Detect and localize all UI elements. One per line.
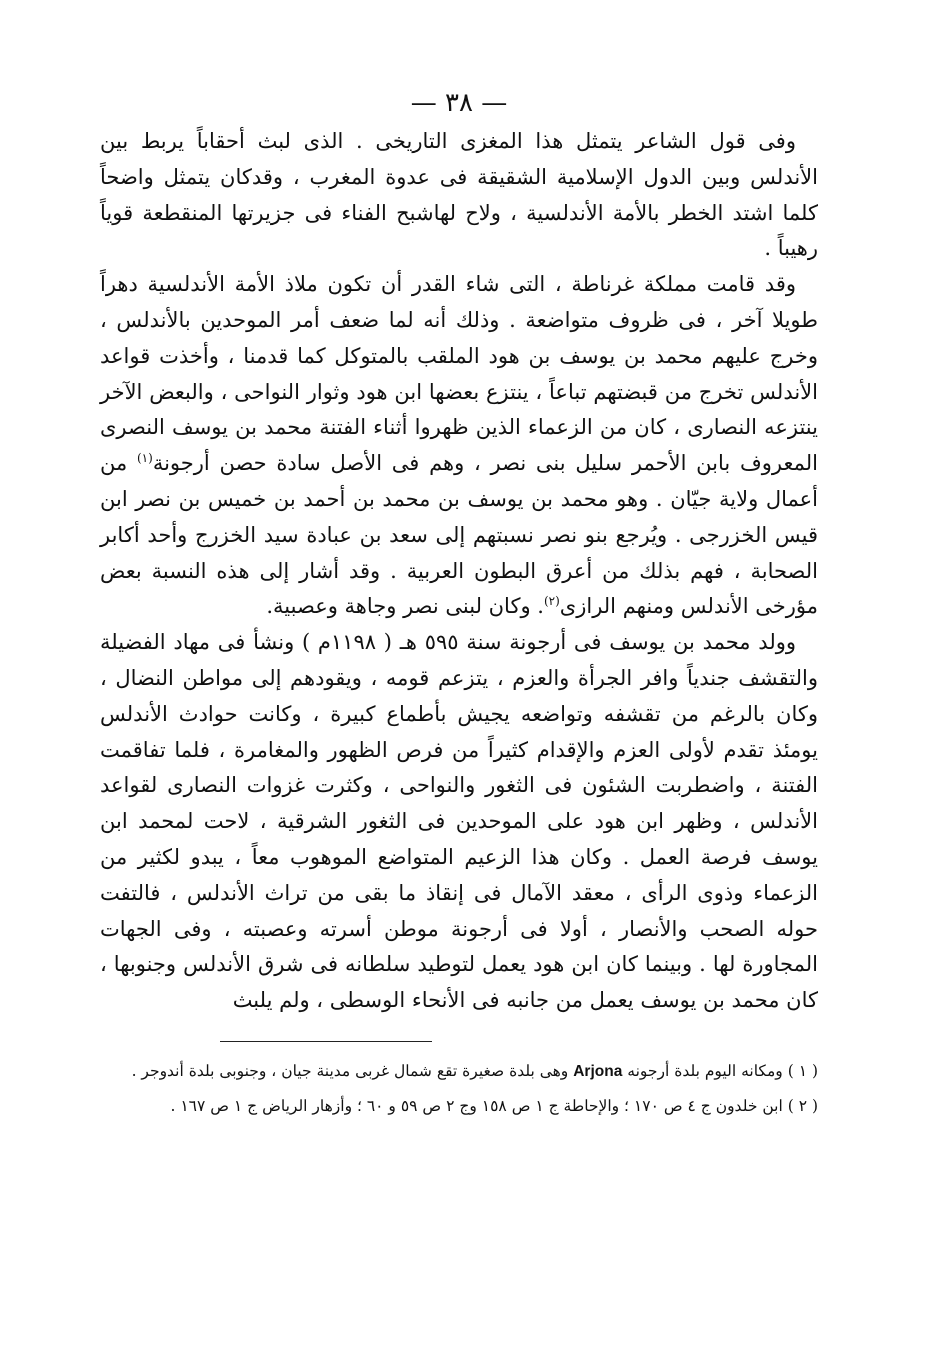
- paragraph-2: [100, 267, 818, 625]
- footnote-1-latin: Arjona: [573, 1062, 623, 1080]
- page-number: — ٣٨ —: [410, 88, 508, 118]
- paragraph-1: وفى قول الشاعر يتمثل هذا المغزى التاريخى . الذى لبث أحقاباً يربط بين الأندلس وبين الدول الإسلامية الشقيقة فى عدوة المغرب ، وقدكان يتمثل واضحاً كلما اشتد الخطر بالأمة الأندلسية ، ولاح لهاشبح الفناء فى جزيرتها المنقطعة قوياً رهيباً .: [100, 129, 818, 261]
- footnote-1: [100, 1056, 818, 1087]
- footnote-1-text-after: وهى بلدة صغيرة تقع شمال غربى مدينة جيان ، وجنوبى بلدة أندوجر .: [131, 1061, 569, 1080]
- paragraph-2-text: وقد قامت مملكة غرناطة ، التى شاء القدر أن تكون ملاذ الأمة الأندلسية دهراً طويلا آخر ، فى ظروف متواضعة . وذلك أنه لما ضعف أمر الموحدين بالأندلس ، وخرج عليهم محمد بن يوسف بن هود الملقب بالمتوكل كما قدمنا ، وأخذت قواعد الأندلس تخرج من قبضتهم تباعاً ، ينتزع بعضها ابن هود وثوار النواحى ، والبعض الآخر ينتزعه النصارى ، كان من الزعماء الذين ظهروا أثناء الفتنة محمد بن يوسف النصرى المعروف بابن الأحمر سليل بنى نصر ، وهم فى الأصل سادة حصن أرجونة: [100, 272, 818, 476]
- footnote-ref-2[interactable]: (٢): [543, 594, 560, 609]
- body-text: [100, 124, 818, 1019]
- footnote-1-marker: ( ١ ): [787, 1061, 818, 1080]
- footnote-2-text: ابن خلدون ج ٤ ص ١٧٠ ؛ والإحاطة ج ١ ص ١٥٨ وج ٢ ص ٥٩ و ٦٠ ؛ وأزهار الرياض ج ١ ص ١٦٧ .: [170, 1096, 783, 1115]
- footnote-divider: [220, 1041, 432, 1042]
- paragraph-2-end: . وكان لبنى نصر وجاهة وعصبية.: [266, 594, 544, 619]
- footnote-ref-1[interactable]: (١): [136, 451, 153, 466]
- footnote-1-text: ومكانه اليوم بلدة أرجونه: [627, 1061, 783, 1080]
- paragraph-3: وولد محمد بن يوسف فى أرجونة سنة ٥٩٥ هـ ( ١١٩٨م ) ونشأ فى مهاد الفضيلة والتقشف جندياً وافر الجرأة والعزم ، يتزعم قومه ، ويقودهم إلى مواطن النضال ، وكان بالرغم من تقشفه وتواضعه يجيش بأطماع كبيرة ، وكانت حوادث الأندلس يومئذ تقدم لأولى العزم والإقدام كثيراً من فرص الظهور والمغامرة ، فلما تفاقمت الفتنة ، واضطربت الشئون فى الثغور والنواحى ، وكثرت غزوات النصارى لقواعد الأندلس ، وظهر ابن هود على الموحدين فى الثغور الشرقية ، لاحت لمحمد ابن يوسف فرصة العمل . وكان هذا الزعيم المتواضع الموهوب معاً ، يبدو لكثير من الزعماء وذوى الرأى ، معقد الآمال فى إنقاذ ما بقى من تراث الأندلس ، فالتفت حوله الصحب والأنصار ، أولا فى أرجونة موطن أسرته وعصبته ، وفى الجهات المجاورة لها . وبينما كان ابن هود يعمل لتوطيد سلطانه فى شرق الأندلس وجنوبها ، كان محمد بن يوسف يعمل من جانبه فى الأنحاء الوسطى ، ولم يلبث: [100, 630, 818, 1013]
- footnote-2-marker: ( ٢ ): [787, 1096, 818, 1115]
- footnote-2: [100, 1091, 818, 1122]
- footnotes: [100, 1056, 818, 1122]
- paragraph-2-continued: من أعمال ولاية جيّان . وهو محمد بن يوسف بن محمد بن أحمد بن خميس بن نصر ابن قيس الخزرجى . ويُرجع بنو نصر نسبتهم إلى سعد بن عبادة سيد الخزرج وأحد أكابر الصحابة ، فهم بذلك من أعرق البطون العربية . وقد أشار إلى هذه النسبة بعض مؤرخى الأندلس ومنهم الرازى: [100, 451, 818, 619]
